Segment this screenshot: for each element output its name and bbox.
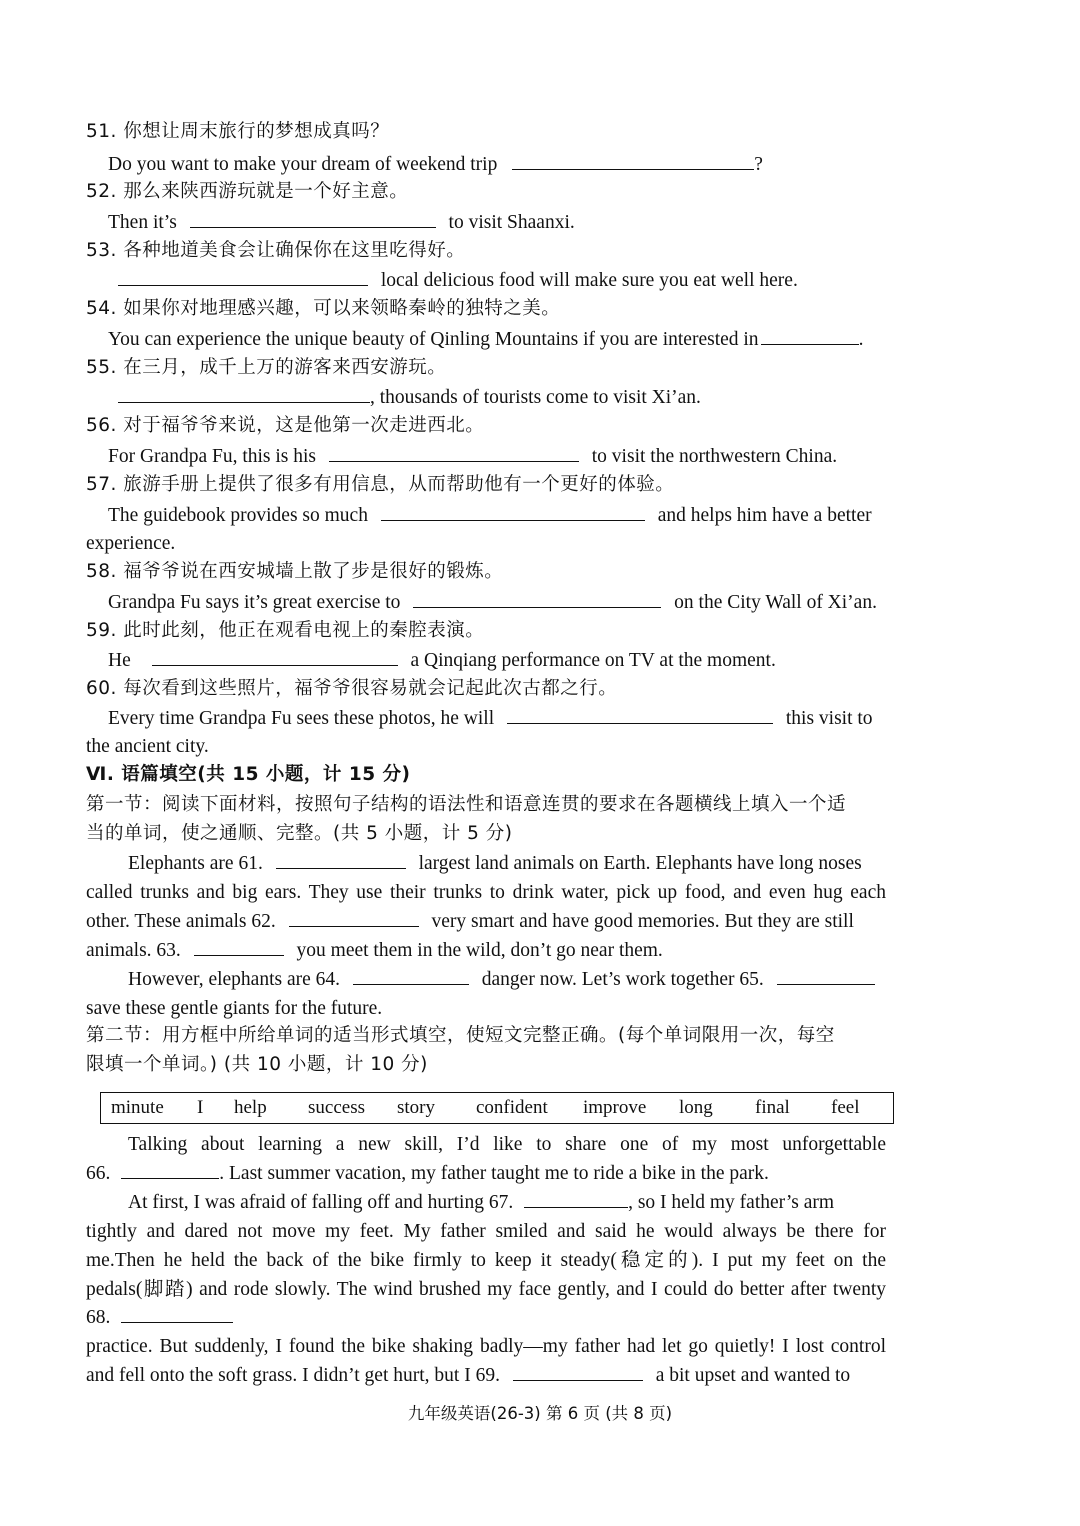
p1-line1-b: largest land animals on Earth. Elephants have long noses: [418, 853, 862, 874]
p1-line5-b: danger now. Let’s work together 65.: [481, 969, 764, 990]
part2-instruction-2: 限填一个单词。) (共 10 小题，计 10 分): [86, 1054, 428, 1075]
p1-line4-b: you meet them in the wild, don’t go near them.: [296, 940, 663, 961]
word-box-item: story: [397, 1097, 435, 1118]
q53-chinese: 53. 各种地道美食会让确保你在这里吃得好。: [86, 240, 466, 261]
word-box-item: success: [308, 1097, 365, 1118]
q53-english: [118, 267, 798, 295]
q60-blank[interactable]: [507, 705, 773, 724]
p1-line5-a: However, elephants are 64.: [128, 969, 341, 990]
p2-line3-b: , so I held my father’s arm: [628, 1192, 835, 1213]
blank-62[interactable]: [289, 908, 419, 927]
p1-line2: [86, 879, 886, 907]
p2-line1-text: Talking about learning a new skill, I’d like to share one of my most unforgettable: [128, 1134, 886, 1155]
q58-text: Grandpa Fu says it’s great exercise to: [108, 592, 401, 613]
p2-line6: [86, 1276, 886, 1304]
q54-end: .: [858, 329, 864, 350]
blank-64[interactable]: [353, 966, 469, 985]
q53-end: local delicious food will make sure you eat well here.: [380, 270, 798, 291]
p2-line2-a: 66.: [86, 1163, 111, 1184]
q58-blank[interactable]: [413, 589, 661, 608]
q51-end: ?: [754, 154, 763, 175]
q52-blank[interactable]: [190, 209, 436, 228]
blank-61[interactable]: [276, 850, 406, 869]
q56-text: For Grandpa Fu, this is his: [108, 446, 317, 467]
q54-text: You can experience the unique beauty of Qinling Mountains if you are interested in: [108, 329, 759, 350]
blank-63[interactable]: [194, 937, 284, 956]
p2-line5: [86, 1247, 886, 1275]
q51-english: [108, 151, 763, 179]
part1-instruction-2: 当的单词，使之通顺、完整。(共 5 小题，计 5 分): [86, 823, 513, 844]
q54-blank[interactable]: [761, 326, 859, 345]
p1-line3: [86, 908, 854, 936]
p2-line4-text: tightly and dared not move my feet. My father smiled and said he would always be there for: [86, 1221, 886, 1242]
q57-text: The guidebook provides so much: [108, 505, 368, 526]
q59-text: He: [108, 650, 131, 671]
p2-line5-text: me.Then he held the back of the bike firmly to keep it steady(稳定的). I put my feet on the: [86, 1250, 886, 1271]
p2-line3-a: At first, I was afraid of falling off and hurting 67.: [128, 1192, 514, 1213]
q57-blank[interactable]: [381, 502, 645, 521]
section-title: Ⅵ. 语篇填空(共 15 小题，计 15 分): [86, 764, 411, 785]
q60-english: [108, 705, 873, 733]
p1-line3-a: other. These animals 62.: [86, 911, 276, 932]
word-box-item: long: [679, 1097, 713, 1118]
word-box-item: I: [197, 1097, 204, 1118]
p2-line2-b: . Last summer vacation, my father taught me to ride a bike in the park.: [219, 1163, 769, 1184]
q52-end: to visit Shaanxi.: [448, 212, 575, 233]
p1-line5: [128, 966, 875, 994]
q54-english: [108, 326, 863, 354]
blank-69[interactable]: [513, 1362, 643, 1381]
q59-blank[interactable]: [152, 647, 398, 666]
q51-blank[interactable]: [512, 151, 754, 170]
blank-65[interactable]: [777, 966, 875, 985]
q57-mid: and helps him have a better: [657, 505, 872, 526]
blank-67[interactable]: [524, 1189, 628, 1208]
q55-end: , thousands of tourists come to visit Xi’an.: [370, 387, 701, 408]
p2-line9-a: and fell onto the soft grass. I didn’t get hurt, but I 69.: [86, 1365, 500, 1386]
p2-line7: [86, 1304, 233, 1332]
q60-mid: this visit to: [785, 708, 873, 729]
p2-line7-text: 68.: [86, 1307, 111, 1328]
word-box-item: minute: [111, 1097, 164, 1118]
p1-line1: [128, 850, 862, 878]
q56-end: to visit the northwestern China.: [591, 446, 838, 467]
q55-english: [118, 384, 701, 412]
q59-end: a Qinqiang performance on TV at the moment.: [410, 650, 776, 671]
q59-chinese: 59. 此时此刻，他正在观看电视上的秦腔表演。: [86, 620, 485, 641]
q54-chinese: 54. 如果你对地理感兴趣，可以来领略秦岭的独特之美。: [86, 298, 561, 319]
p1-line3-b: very smart and have good memories. But they are still: [431, 911, 854, 932]
q52-chinese: 52. 那么来陕西游玩就是一个好主意。: [86, 181, 409, 202]
part2-instruction-1: 第二节：用方框中所给单词的适当形式填空，使短文完整正确。(每个单词限用一次，每空: [86, 1025, 835, 1046]
page-footer: 九年级英语(26-3) 第 6 页 (共 8 页): [407, 1404, 673, 1423]
word-box-item: confident: [476, 1097, 548, 1118]
p1-line4: [86, 937, 663, 965]
q56-blank[interactable]: [329, 443, 579, 462]
p2-line3: [128, 1189, 834, 1217]
p1-line2-text: called trunks and big ears. They use their trunks to drink water, pick up food, and even hug each: [86, 882, 886, 903]
q52-text: Then it’s: [108, 212, 177, 233]
q51-chinese: 51. 你想让周末旅行的梦想成真吗？: [86, 121, 390, 142]
p2-line8: [86, 1333, 886, 1361]
p2-line9: [86, 1362, 850, 1390]
q56-chinese: 56. 对于福爷爷来说，这是他第一次走进西北。: [86, 415, 485, 436]
word-box-item: final: [755, 1097, 790, 1118]
p2-line2: [86, 1160, 769, 1188]
p1-line6: save these gentle giants for the future.: [86, 998, 383, 1019]
word-box: [100, 1092, 894, 1124]
q57-chinese: 57. 旅游手册上提供了很多有用信息，从而帮助他有一个更好的体验。: [86, 474, 675, 495]
blank-66[interactable]: [121, 1160, 219, 1179]
q60-text: Every time Grandpa Fu sees these photos, he will: [108, 708, 495, 729]
p2-line8-text: practice. But suddenly, I found the bike shaking badly—my father had let go quietly! I lost control: [86, 1336, 886, 1357]
word-box-item: feel: [831, 1097, 860, 1118]
p2-line4: [86, 1218, 886, 1246]
q58-end: on the City Wall of Xi’an.: [674, 592, 877, 613]
part1-instruction-1: 第一节：阅读下面材料，按照句子结构的语法性和语意连贯的要求在各题横线上填入一个适: [86, 794, 847, 815]
p2-line9-b: a bit upset and wanted to: [655, 1365, 851, 1386]
q52-english: [108, 209, 575, 237]
word-box-item: improve: [583, 1097, 647, 1118]
p2-line6-text: pedals(脚踏) and rode slowly. The wind brushed my face gently, and I could do better after twenty: [86, 1279, 886, 1300]
q57-english: [108, 502, 872, 530]
q55-blank[interactable]: [118, 384, 370, 403]
p1-line4-a: animals. 63.: [86, 940, 181, 961]
blank-68[interactable]: [121, 1304, 233, 1323]
q56-english: [108, 443, 837, 471]
p2-line1: [128, 1131, 886, 1159]
q59-english: [108, 647, 776, 675]
q60-chinese: 60. 每次看到这些照片，福爷爷很容易就会记起此次古都之行。: [86, 678, 618, 699]
q57-english-cont: experience.: [86, 533, 176, 554]
q58-english: [108, 589, 877, 617]
q55-chinese: 55. 在三月，成千上万的游客来西安游玩。: [86, 357, 447, 378]
q60-english-cont: the ancient city.: [86, 736, 209, 757]
word-box-item: help: [234, 1097, 267, 1118]
p1-line1-a: Elephants are 61.: [128, 853, 263, 874]
q58-chinese: 58. 福爷爷说在西安城墙上散了步是很好的锻炼。: [86, 561, 504, 582]
q53-blank[interactable]: [118, 267, 368, 286]
q51-text: Do you want to make your dream of weekend trip: [108, 154, 498, 175]
